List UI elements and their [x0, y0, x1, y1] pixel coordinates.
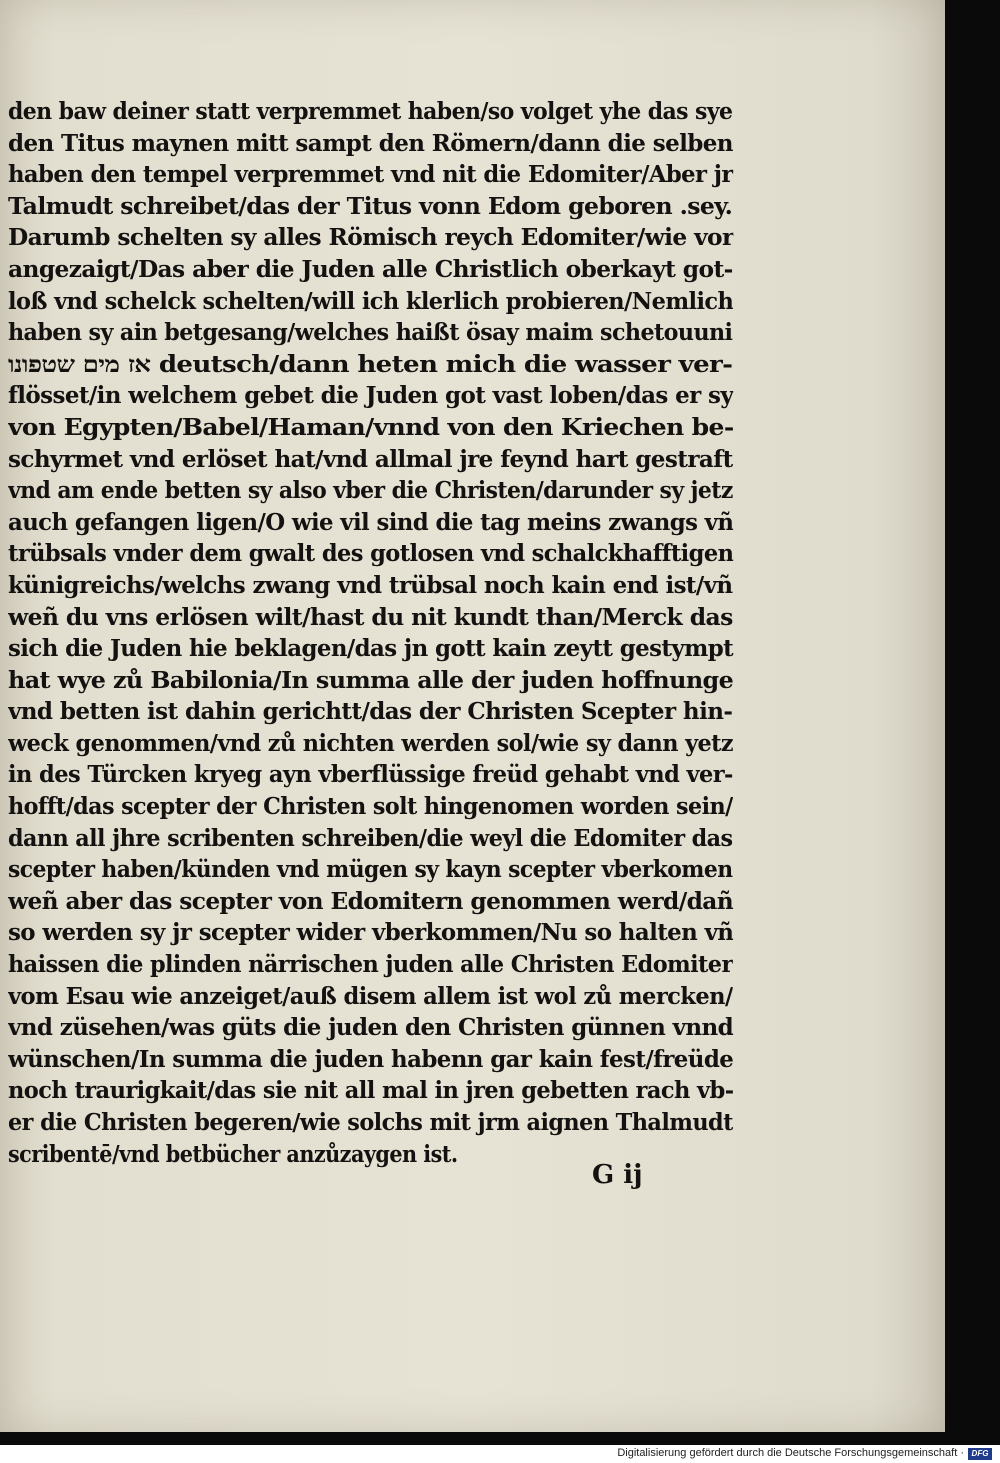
- text-line: angezaigt/Das aber die Juden alle Christlich oberkayt got-: [8, 255, 733, 283]
- text-line: scribentē/vnd betbücher anzůzaygen ist.: [8, 1140, 458, 1168]
- footer-bar: [0, 1445, 1000, 1463]
- text-line: haben sy ain betgesang/welches haißt ösay maim schetouuni: [8, 319, 733, 347]
- text-line: Talmudt schreibet/das der Titus vonn Edom geboren .sey.: [8, 192, 733, 220]
- text-line: vnd züsehen/was güts die juden den Christen günnen vnnd: [8, 1014, 734, 1042]
- text-line: den baw deiner statt verpremmet haben/so volget yhe das sye: [8, 98, 733, 125]
- text-line: Darumb schelten sy alles Römisch reych Edomiter/wie vor: [8, 224, 734, 252]
- text-line: אז מים שטפונו deutsch/dann heten mich die wasser ver-: [8, 350, 733, 378]
- text-line: weñ aber das scepter von Edomitern genommen werd/dañ: [8, 887, 734, 915]
- text-line: sich die Juden hie beklagen/das jn gott kain zeytt gestympt: [8, 635, 734, 663]
- text-line: loß vnd schelck schelten/will ich klerlich probieren/Nemlich: [8, 287, 733, 315]
- text-line: flösset/in welchem gebet die Juden got vast loben/das er sy: [8, 382, 734, 410]
- text-line: dann all jhre scribenten schreiben/die weyl die Edomiter das: [8, 824, 733, 852]
- text-line: er die Christen begeren/wie solchs mit jrm aignen Thalmudt: [8, 1109, 733, 1136]
- text-line: in des Türcken kryeg ayn vberflüssige freüd gehabt vnd ver-: [8, 761, 733, 789]
- signature-mark: G ij: [592, 1160, 643, 1190]
- text-line: hofft/das scepter der Christen solt hingenomen worden sein/: [8, 793, 733, 821]
- page-text-block: [8, 96, 733, 1170]
- text-line: schyrmet vnd erlöset hat/vnd allmal jre feynd hart gestraft: [8, 445, 733, 473]
- text-line: künigreichs/welchs zwang vnd trübsal noch kain end ist/vñ: [8, 571, 733, 599]
- text-line: wünschen/In summa die juden habenn gar kain fest/freüde: [8, 1045, 734, 1073]
- text-line: weñ du vns erlösen wilt/hast du nit kundt than/Merck das: [8, 603, 733, 631]
- dfg-logo-icon: DFG: [968, 1448, 992, 1460]
- text-line: trübsals vnder dem gwalt des gotlosen vnd schalckhafftigen: [8, 540, 734, 568]
- text-line: vnd betten ist dahin gerichtt/das der Christen Scepter hin-: [8, 698, 733, 726]
- text-line: scepter haben/künden vnd mügen sy kayn scepter vberkomen: [8, 856, 733, 884]
- funding-notice: Digitalisierung gefördert durch die Deutsche Forschungsgemeinschaft ·: [617, 1447, 964, 1459]
- text-line: vnd am ende betten sy also vber die Christen/darunder sy jetz: [8, 477, 733, 505]
- text-line: vom Esau wie anzeiget/auß disem allem ist wol zů mercken/: [8, 982, 733, 1010]
- text-line: haben den tempel verpremmet vnd nit die Edomiter/Aber jr: [8, 161, 733, 189]
- text-line: von Egypten/Babel/Haman/vnnd von den Kriechen be-: [8, 413, 734, 441]
- text-line: so werden sy jr scepter wider vberkommen/Nu so halten vñ: [8, 919, 734, 947]
- text-line: auch gefangen ligen/O wie vil sind die tag meins zwangs vñ: [8, 508, 734, 536]
- text-line: haissen die plinden närrischen juden alle Christen Edomiter: [8, 951, 733, 979]
- text-line: noch traurigkait/das sie nit all mal in jren gebetten rach vb-: [8, 1077, 734, 1105]
- text-line: hat wye zů Babilonia/In summa alle der juden hoffnunge: [8, 666, 733, 694]
- text-line: weck genommen/vnd zů nichten werden sol/wie sy dann yetz: [8, 729, 733, 757]
- text-line: den Titus maynen mitt sampt den Römern/dann die selben: [8, 129, 733, 157]
